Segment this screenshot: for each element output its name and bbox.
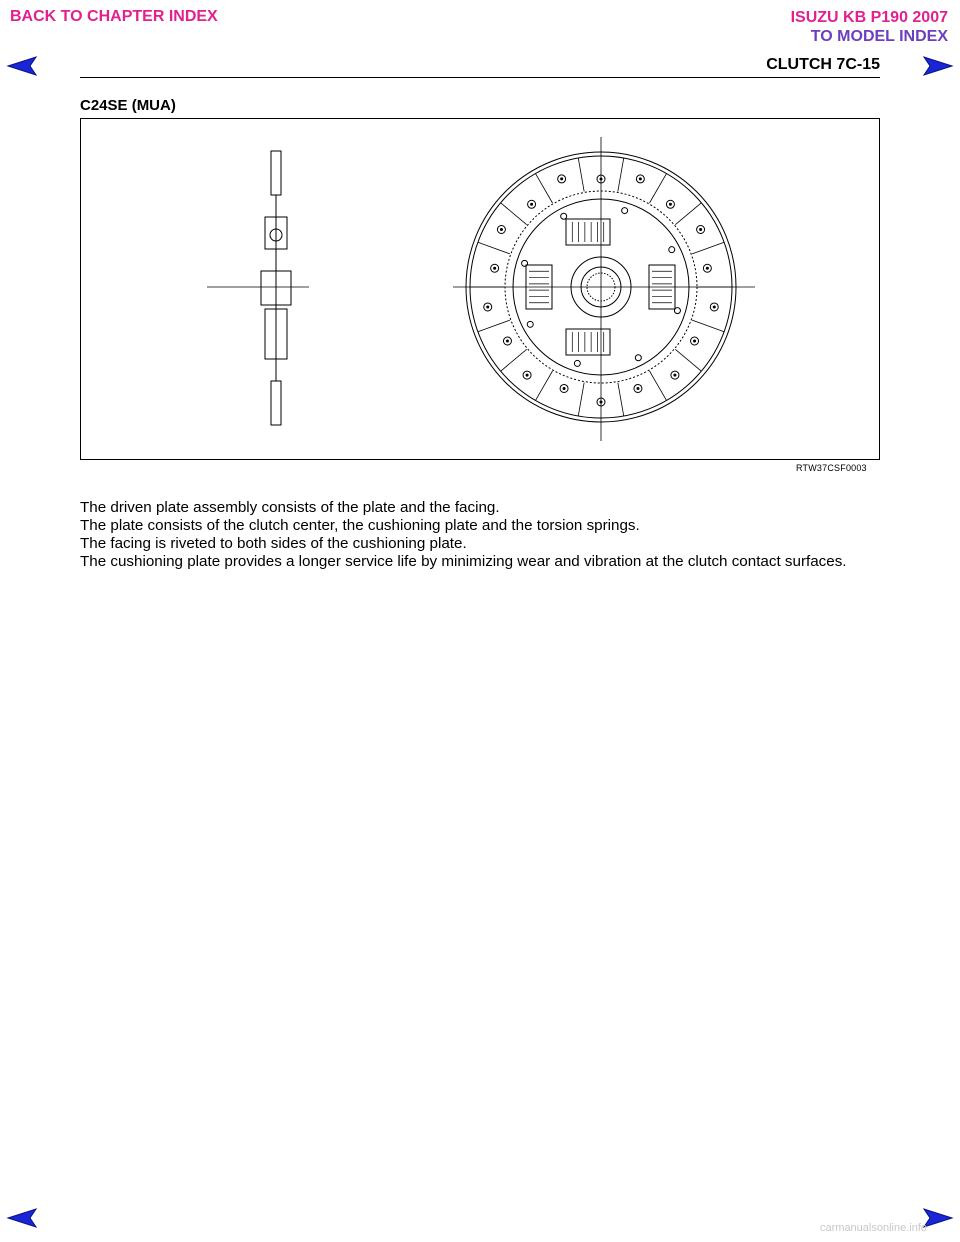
segment-divider — [650, 174, 667, 203]
segment-divider — [536, 371, 553, 400]
rivet-center — [669, 203, 672, 206]
segment-divider — [478, 242, 510, 254]
rivet-center — [600, 401, 603, 404]
model-title-link[interactable]: ISUZU KB P190 2007 — [790, 9, 948, 26]
back-to-chapter-index-link[interactable]: BACK TO CHAPTER INDEX — [10, 8, 218, 25]
rivet-center — [486, 305, 489, 308]
inner-rivet — [635, 355, 641, 361]
paragraph-1: The driven plate assembly consists of the plate and the facing. — [80, 499, 500, 516]
rivet-center — [560, 177, 563, 180]
segment-divider — [650, 371, 667, 400]
inner-rivet — [561, 213, 567, 219]
segment-divider — [578, 158, 584, 191]
paragraph-3: The facing is riveted to both sides of the cushioning plate. — [80, 535, 467, 552]
next-page-arrow-icon[interactable] — [920, 54, 954, 78]
rivet-center — [699, 228, 702, 231]
segment-divider — [692, 242, 724, 254]
segment-divider — [578, 383, 584, 416]
segment-divider — [692, 320, 724, 332]
paragraph-4: The cushioning plate provides a longer service life by minimizing wear and vibration at the clutch contact surfaces. — [80, 553, 847, 570]
side-facing-top — [271, 151, 281, 195]
segment-divider — [675, 349, 701, 371]
rivet-center — [639, 177, 642, 180]
prev-page-arrow-icon[interactable] — [6, 54, 40, 78]
segment-divider — [501, 203, 527, 225]
rivet-center — [563, 387, 566, 390]
rivet-center — [500, 228, 503, 231]
inner-rivet — [669, 247, 675, 253]
rivet-center — [600, 178, 603, 181]
rivet-center — [506, 340, 509, 343]
rivet-center — [706, 267, 709, 270]
rivet-center — [673, 374, 676, 377]
section-title: C24SE (MUA) — [80, 97, 176, 114]
rivet-center — [636, 387, 639, 390]
figure-code: RTW37CSF0003 — [796, 463, 867, 473]
header-divider — [80, 77, 880, 78]
clutch-disc-figure — [80, 118, 880, 460]
rivet-center — [530, 203, 533, 206]
segment-divider — [618, 158, 624, 191]
rivet-center — [493, 267, 496, 270]
model-index-links — [791, 8, 948, 46]
prev-page-arrow-bottom-icon[interactable] — [6, 1206, 40, 1230]
rivet-center — [713, 305, 716, 308]
rivet-center — [526, 374, 529, 377]
clutch-disc-drawing — [81, 119, 879, 459]
inner-rivet — [527, 321, 533, 327]
segment-divider — [675, 203, 701, 225]
side-facing-bottom — [271, 381, 281, 425]
inner-rivet — [574, 360, 580, 366]
segment-divider — [536, 174, 553, 203]
segment-divider — [478, 320, 510, 332]
rivet-center — [693, 340, 696, 343]
to-model-index-link[interactable]: TO MODEL INDEX — [810, 28, 948, 45]
segment-divider — [501, 349, 527, 371]
description-text — [80, 499, 890, 571]
paragraph-2: The plate consists of the clutch center, the cushioning plate and the torsion springs. — [80, 517, 640, 534]
page-title: CLUTCH 7C-15 — [766, 56, 880, 73]
inner-rivet — [622, 208, 628, 214]
watermark-text: carmanualsonline.info — [820, 1222, 928, 1234]
segment-divider — [618, 383, 624, 416]
